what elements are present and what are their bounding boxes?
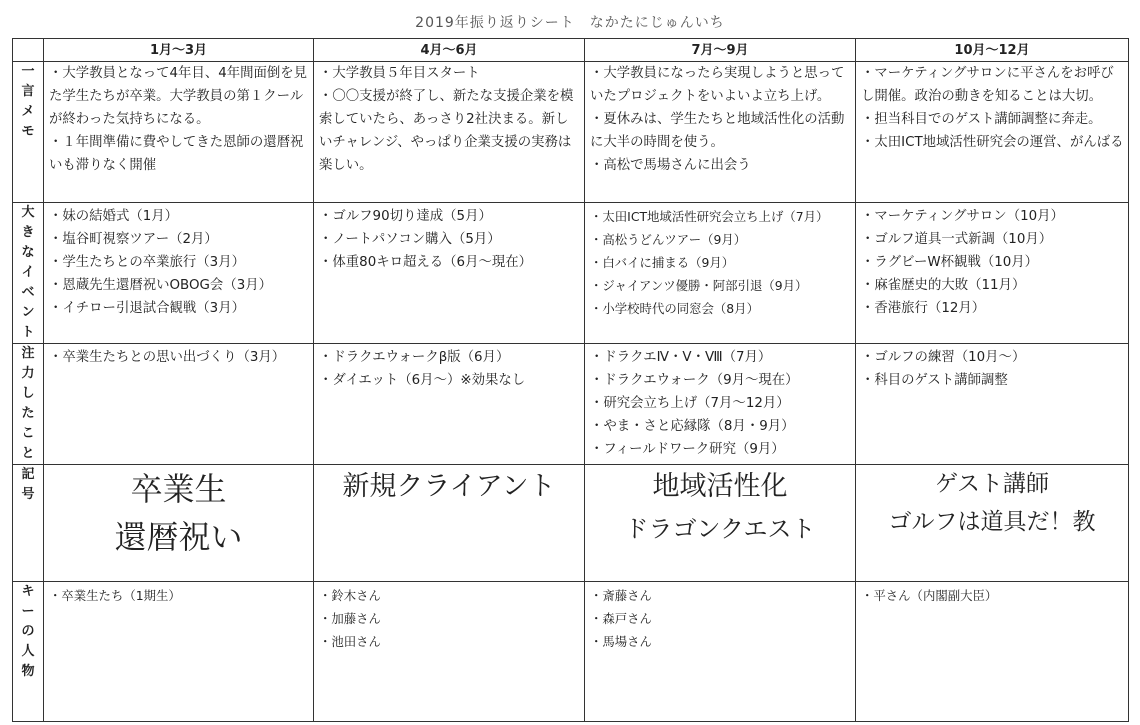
list-item: ・ラグビーW杯観戦（10月） [861,255,1039,270]
symbol-cell-q1 [44,465,314,582]
memo-line: ・担当科目でのゲスト講師調整に奔走。 [861,112,1102,127]
memo-row [13,62,1129,203]
list-item: ・ドラクエウォークβ版（6月） [319,350,510,365]
symbol-text: ドラゴンクエスト [624,515,816,543]
memo-line: ・大学教員になったら実現しようと思っていたプロジェクトをいよいよ立ち上げ。 [590,66,845,104]
list-item: ・やま・さと応縁隊（8月・9月） [590,419,795,434]
list-item: ・卒業生たちとの思い出づくり（3月） [49,350,286,365]
list-item: ・卒業生たち（1期生） [49,588,181,603]
events-cell-q2 [314,203,585,344]
list-item: ・馬場さん [590,634,652,649]
memo-cell-q3 [585,62,856,203]
list-item: ・太田ICT地域活性研究会立ち上げ（7月） [590,209,829,224]
memo-cell-q4 [856,62,1129,203]
list-item: ・ジャイアンツ優勝・阿部引退（9月） [590,278,808,293]
list-item: ・研究会立ち上げ（7月～12月） [590,396,790,411]
symbol-cell-q2 [314,465,585,582]
memo-line: ・大学教員５年目スタート [319,66,480,81]
list-item: ・マーケティングサロン（10月） [861,209,1064,224]
people-cell-q2 [314,582,585,722]
events-cell-q3 [585,203,856,344]
symbol-text: ゲスト講師 [934,471,1050,497]
corner-cell [13,39,44,62]
people-cell-q1 [44,582,314,722]
symbol-text: ゴルフは道具だ！教 [888,509,1096,535]
memo-cell-q1 [44,62,314,203]
list-item: ・ゴルフの練習（10月～） [861,350,1026,365]
row-label-focus: 注力したこと [13,344,44,465]
list-item: ・鈴木さん [319,588,381,603]
list-item: ・ノートパソコン購入（5月） [319,232,501,247]
memo-line: ・マーケティングサロンに平さんをお呼びし開催。政治の動きを知ることは大切。 [861,66,1114,104]
list-item: ・香港旅行（12月） [861,301,986,316]
list-item: ・白バイに捕まる（9月） [590,255,735,270]
memo-line: ・太田ICT地域活性研究会の運営、がんばる [861,135,1124,150]
list-item: ・平さん（内閣副大臣） [861,588,998,603]
list-item: ・ドラクエⅣ・Ⅴ・Ⅷ（7月） [590,350,772,365]
events-row [13,203,1129,344]
list-item: ・池田さん [319,634,381,649]
list-item: ・斎藤さん [590,588,652,603]
list-item: ・イチロー引退試合観戦（3月） [49,301,245,316]
symbol-text: 還暦祝い [114,518,243,556]
column-header-q4: 10月～12月 [856,39,1129,62]
list-item: ・妹の結婚式（1月） [49,209,179,224]
symbol-text: 新規クライアント [342,471,556,502]
list-item: ・学生たちとの卒業旅行（3月） [49,255,245,270]
list-item: ・恩蔵先生還暦祝いOBOG会（3月） [49,278,273,293]
memo-line: ・１年間準備に費やしてきた恩師の還暦祝いも滞りなく開催 [49,135,304,173]
focus-cell-q1 [44,344,314,465]
list-item: ・ゴルフ90切り達成（5月） [319,209,492,224]
column-header-q1: 1月～3月 [44,39,314,62]
symbol-cell-q4 [856,465,1129,582]
memo-line: ・夏休みは、学生たちと地域活性化の活動に大半の時間を使う。 [590,112,845,150]
column-header-q2: 4月～6月 [314,39,585,62]
events-cell-q1 [44,203,314,344]
list-item: ・ゴルフ道具一式新調（10月） [861,232,1053,247]
memo-line: ・〇〇支援が終了し、新たな支援企業を模索していたら、あっさり2社決まる。新しいチャレンジ、やっぱり企業支援の実務は楽しい。 [319,89,574,173]
list-item: ・体重80キロ超える（6月～現在） [319,255,533,270]
list-item: ・小学校時代の同窓会（8月） [590,301,759,316]
memo-line: ・高松で馬場さんに出会う [590,158,751,173]
row-label-symbol: 記号 [13,465,44,582]
people-cell-q3 [585,582,856,722]
focus-cell-q3 [585,344,856,465]
list-item: ・高松うどんツアー（9月） [590,232,747,247]
focus-cell-q4 [856,344,1129,465]
reflection-sheet-table [12,38,1129,722]
memo-cell-q2 [314,62,585,203]
focus-row [13,344,1129,465]
symbol-text: 卒業生 [130,470,227,508]
header-row [13,39,1129,62]
memo-line: ・大学教員となって4年目、4年間面倒を見た学生たちが卒業。大学教員の第１クールが終わった気持ちになる。 [49,66,308,127]
row-label-people: キーの人物 [13,582,44,722]
list-item: ・塩谷町視察ツアー（2月） [49,232,218,247]
list-item: ・ドラクエウォーク（9月～現在） [590,373,799,388]
list-item: ・森戸さん [590,611,652,626]
list-item: ・麻雀歴史的大敗（11月） [861,278,1026,293]
column-header-q3: 7月～9月 [585,39,856,62]
focus-cell-q2 [314,344,585,465]
row-label-events: 大きなイベント [13,203,44,344]
symbol-cell-q3 [585,465,856,582]
list-item: ・科目のゲスト講師調整 [861,373,1008,388]
events-cell-q4 [856,203,1129,344]
symbol-text: 地域活性化 [652,471,788,502]
row-label-memo: 一言メモ [13,62,44,203]
list-item: ・加藤さん [319,611,381,626]
list-item: ・ダイエット（6月～）※効果なし [319,373,526,388]
people-row [13,582,1129,722]
people-cell-q4 [856,582,1129,722]
document-title: 2019年振り返りシート なかたにじゅんいち [415,15,725,31]
list-item: ・フィールドワーク研究（9月） [590,442,785,457]
symbol-row [13,465,1129,582]
